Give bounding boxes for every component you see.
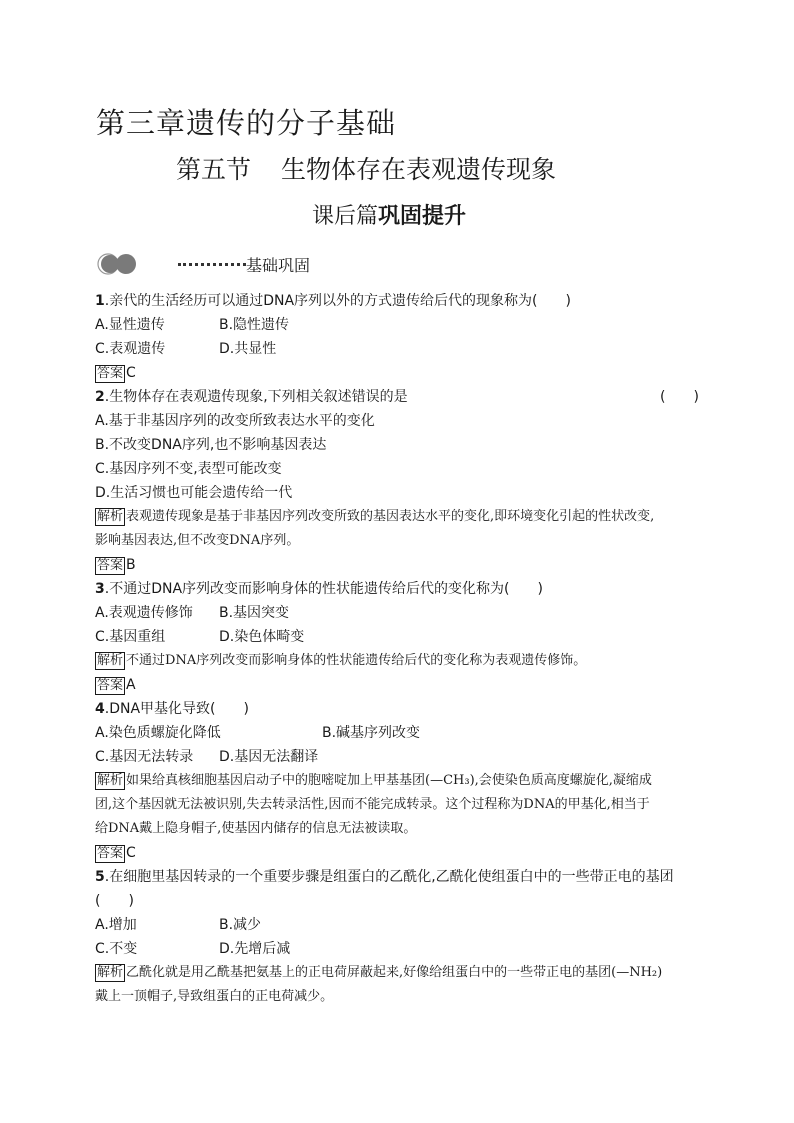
analysis-tag: 解析 (97, 773, 124, 788)
q2-option-b: B.不改变DNA序列,也不影响基因表达 (95, 437, 327, 453)
question-number: 5 (95, 869, 105, 885)
q1-option-a: A.显性遗传 (95, 317, 165, 333)
q3-analysis-line-1 (95, 652, 586, 670)
section-number: 第五节 (176, 155, 252, 184)
question-text: .亲代的生活经历可以通过DNA序列以外的方式遗传给后代的现象称为( ) (104, 293, 571, 309)
question-text: .在细胞里基因转录的一个重要步骤是组蛋白的乙酰化,乙酰化使组蛋白中的一些带正电的基团 (104, 869, 674, 885)
section-title (176, 150, 556, 186)
q2-option-a: A.基于非基因序列的改变所致表达水平的变化 (95, 413, 375, 429)
answer-tag: 答案 (97, 558, 124, 573)
analysis-text: 如果给真核细胞基因启动子中的胞嘧啶加上甲基基团(—CH₃),会使染色质高度螺旋化,凝缩成 (126, 773, 652, 788)
q3-answer (95, 676, 136, 695)
q2-analysis-line-2: 影响基因表达,但不改变DNA序列。 (95, 533, 300, 548)
q4-analysis-line-2: 团,这个基因就无法被识别,失去转录活性,因而不能完成转录。这个过程称为DNA的甲基化,相当于 (95, 797, 650, 812)
q3-option-b: B.基因突变 (219, 605, 290, 621)
analysis-text: 不通过DNA序列改变而影响身体的性状能遗传给后代的变化称为表观遗传修饰。 (126, 653, 587, 668)
analysis-tag: 解析 (97, 965, 124, 980)
answer-value: C (126, 365, 136, 381)
q2-option-c: C.基因序列不变,表型可能改变 (95, 461, 282, 477)
q5-answer-paren: ( ) (95, 893, 134, 909)
q1-option-d: D.共显性 (219, 341, 277, 357)
answer-value: C (126, 845, 136, 861)
analysis-tag: 解析 (97, 509, 124, 524)
q2-answer (95, 556, 136, 575)
answer-tag: 答案 (97, 678, 124, 693)
q5-option-d: D.先增后减 (219, 941, 291, 957)
question-2-stem (95, 388, 408, 406)
q5-option-a: A.增加 (95, 917, 137, 933)
q2-answer-paren: ( ) (660, 389, 699, 405)
q4-analysis-line-1 (95, 772, 652, 790)
q1-option-b: B.隐性遗传 (219, 317, 290, 333)
sub-title (312, 199, 466, 230)
q4-option-b: B.碱基序列改变 (322, 725, 421, 741)
q5-option-c: C.不变 (95, 941, 138, 957)
question-number: 3 (95, 581, 105, 597)
basic-consolidation-header (96, 251, 396, 277)
q5-option-b: B.减少 (219, 917, 262, 933)
question-5-stem (95, 868, 674, 886)
answer-tag: 答案 (97, 366, 124, 381)
question-4-stem (95, 700, 249, 718)
analysis-tag: 解析 (97, 653, 124, 668)
q3-option-a: A.表观遗传修饰 (95, 605, 193, 621)
question-text: .DNA甲基化导致( ) (104, 701, 249, 717)
q4-analysis-line-3: 给DNA戴上隐身帽子,使基因内储存的信息无法被读取。 (95, 821, 417, 836)
answer-value: B (126, 557, 136, 573)
q4-answer (95, 844, 136, 863)
question-number: 1 (95, 293, 105, 309)
sub-title-bold: 巩固提升 (378, 204, 467, 229)
question-number: 2 (95, 389, 105, 405)
chapter-title: 第三章遗传的分子基础 (96, 106, 397, 140)
answer-tag: 答案 (97, 846, 124, 861)
question-text: .不通过DNA序列改变而影响身体的性状能遗传给后代的变化称为( ) (104, 581, 543, 597)
question-3-stem (95, 580, 543, 598)
q5-analysis-line-2: 戴上一顶帽子,导致组蛋白的正电荷减少。 (95, 989, 334, 1004)
q1-answer (95, 364, 136, 383)
section-name: 生物体存在表观遗传现象 (281, 155, 557, 184)
analysis-text: 乙酰化就是用乙酰基把氨基上的正电荷屏蔽起来,好像给组蛋白中的一些带正电的基团(—NH₂) (126, 965, 663, 980)
analysis-text: 表观遗传现象是基于非基因序列改变所致的基因表达水平的变化,即环境变化引起的性状改变, (126, 509, 655, 524)
q1-option-c: C.表观遗传 (95, 341, 166, 357)
q3-option-d: D.染色体畸变 (219, 629, 305, 645)
q4-option-c: C.基因无法转录 (95, 749, 194, 765)
basic-consolidation-label: 基础巩固 (246, 256, 311, 275)
q2-option-d: D.生活习惯也可能会遗传给一代 (95, 485, 293, 501)
question-1-stem (95, 292, 571, 310)
q3-option-c: C.基因重组 (95, 629, 166, 645)
q4-option-a: A.染色质螺旋化降低 (95, 725, 221, 741)
answer-value: A (126, 677, 136, 693)
q5-analysis-line-1 (95, 964, 662, 982)
question-text: .生物体存在表观遗传现象,下列相关叙述错误的是 (104, 389, 408, 405)
q4-option-d: D.基因无法翻译 (219, 749, 319, 765)
q2-analysis-line-1 (95, 508, 654, 526)
sub-title-plain: 课后篇 (312, 204, 379, 229)
double-circle-icon (96, 252, 140, 276)
dotted-leader (178, 263, 246, 266)
question-number: 4 (95, 701, 105, 717)
